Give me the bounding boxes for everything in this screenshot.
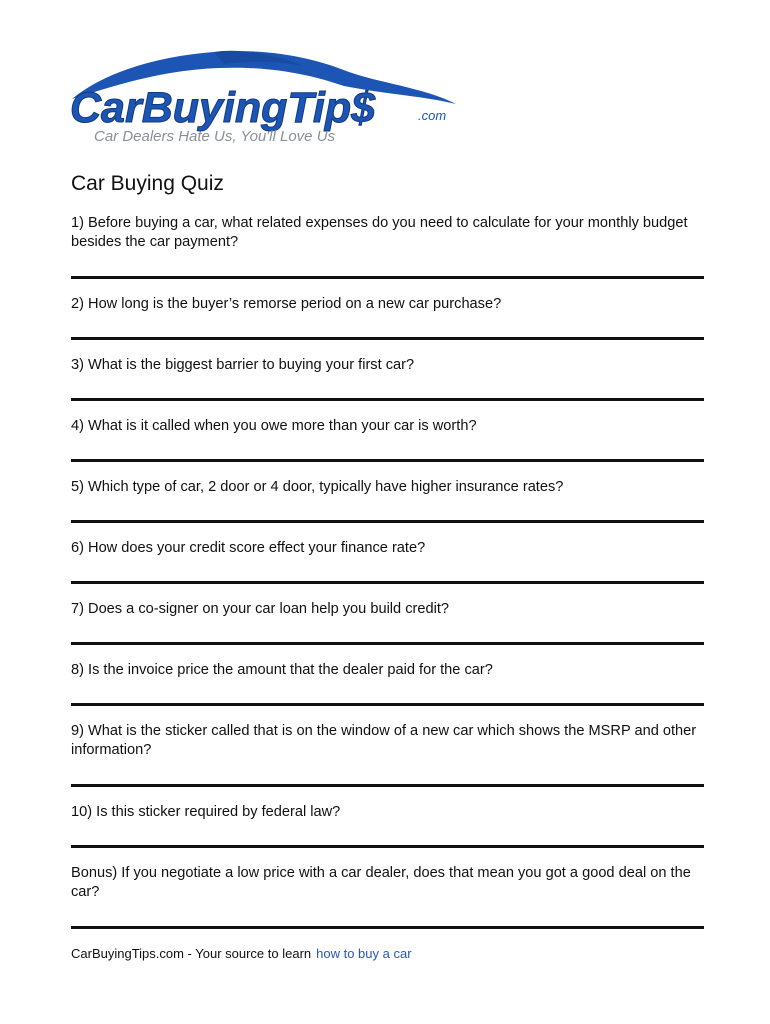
question-text: 1) Before buying a car, what related expenses do you need to calculate for your monthly budget besides the car payment? <box>71 215 688 250</box>
question-10 <box>71 787 704 848</box>
logo-tagline: Car Dealers Hate Us, You'll Love Us <box>94 128 336 145</box>
footer-text: CarBuyingTips.com - Your source to learn <box>71 946 312 961</box>
question-5 <box>71 462 704 523</box>
question-text: 5) Which type of car, 2 door or 4 door, typically have higher insurance rates? <box>71 479 564 495</box>
question-2 <box>71 279 704 340</box>
logo-domain-suffix: .com <box>418 108 447 123</box>
question-3 <box>71 340 704 401</box>
question-list <box>71 214 704 929</box>
how-to-buy-link[interactable]: how to buy a car <box>316 946 412 961</box>
question-bonus <box>71 848 704 929</box>
question-text: 8) Is the invoice price the amount that the dealer paid for the car? <box>71 662 493 678</box>
question-text: 2) How long is the buyer’s remorse period on a new car purchase? <box>71 296 502 312</box>
question-text: 6) How does your credit score effect your finance rate? <box>71 540 426 556</box>
question-9 <box>71 706 704 787</box>
question-text: 7) Does a co-signer on your car loan help you build credit? <box>71 601 450 617</box>
page-title: Car Buying Quiz <box>71 172 224 195</box>
question-6 <box>71 523 704 584</box>
question-text: 3) What is the biggest barrier to buying your first car? <box>71 357 415 373</box>
question-text: 9) What is the sticker called that is on the window of a new car which shows the MSRP and other information? <box>71 723 697 758</box>
question-8 <box>71 645 704 706</box>
question-1 <box>71 214 704 279</box>
question-text: 10) Is this sticker required by federal law? <box>71 804 341 820</box>
question-text: 4) What is it called when you owe more than your car is worth? <box>71 418 477 434</box>
question-7 <box>71 584 704 645</box>
logo-brand-text: CarBuyingTip$ <box>70 84 376 132</box>
footer <box>71 946 412 961</box>
question-text: Bonus) If you negotiate a low price with a car dealer, does that mean you got a good deal on the car? <box>71 865 691 900</box>
question-4 <box>71 401 704 462</box>
car-buying-tips-logo <box>64 44 464 148</box>
